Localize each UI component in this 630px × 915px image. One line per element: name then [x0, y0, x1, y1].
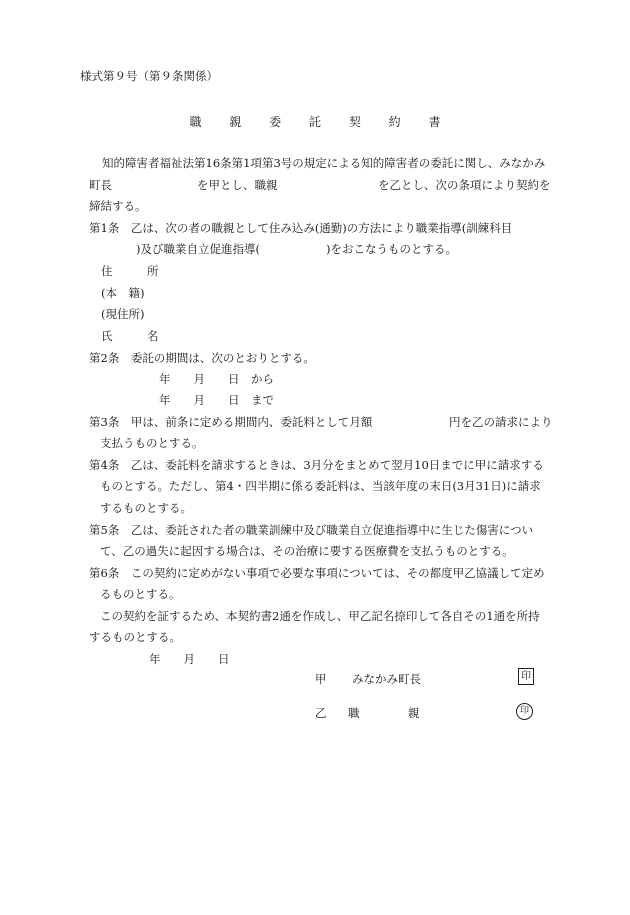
article-4-line-1: 第4条 乙は、委託料を請求するときは、3月分をまとめて翌月10日までに甲に請求する	[89, 458, 544, 472]
intro-line-3: 締結する。	[89, 199, 147, 213]
seal-icon: 印	[518, 668, 534, 685]
field-honseki: (本 籍)	[101, 286, 145, 300]
field-genjusho: (現住所)	[101, 307, 145, 321]
intro-line-2c: を乙とし、次の条項により契約を	[378, 178, 551, 192]
closing-line-2: するものとする。	[89, 630, 181, 644]
article-3-line-1b: 円を乙の請求により	[449, 415, 553, 429]
intro-line-2b: を甲とし、職親	[197, 178, 278, 192]
closing-line-1: この契約を証するため、本契約書2通を作成し、甲乙記名捺印して各自その1通を所持	[100, 609, 540, 623]
party-a-label: 甲	[315, 672, 327, 686]
period-from: 年 月 日 から	[159, 372, 274, 386]
title-char: 託	[308, 115, 321, 129]
period-to: 年 月 日 まで	[159, 393, 274, 407]
article-6-line-2: るものとする。	[100, 587, 181, 601]
article-1-line-1: 第1条 乙は、次の者の職親として住み込み(通勤)の方法により職業指導(訓練科目	[89, 221, 513, 235]
document-title	[0, 113, 630, 130]
article-1-line-2a: )及び職業自立促進指導(	[136, 242, 260, 256]
title-char: 書	[428, 115, 441, 129]
intro-line-2a: 町長	[89, 178, 112, 192]
title-char: 契	[348, 115, 361, 129]
article-5-line-2: て、乙の過失に起因する場合は、その治療に要する医療費を支払うものとする。	[100, 544, 514, 558]
party-b-name-2: 親	[408, 706, 420, 720]
article-3-line-2: 支払うものとする。	[100, 436, 204, 450]
title-char: 職	[189, 115, 202, 129]
article-4-line-2: ものとする。ただし、第4・四半期に係る委託料は、当該年度の末日(3月31日)に請求	[100, 479, 541, 493]
intro-line-1: 知的障害者福祉法第16条第1項第3号の規定による知的障害者の委託に関し、みなかみ	[102, 156, 546, 170]
title-char: 委	[269, 115, 282, 129]
article-2-line-1: 第2条 委託の期間は、次のとおりとする。	[89, 351, 315, 365]
title-char: 親	[229, 115, 242, 129]
article-3-line-1a: 第3条 甲は、前条に定める期間内、委託料として月額	[89, 415, 373, 429]
title-char: 約	[388, 115, 401, 129]
field-name: 氏 名	[101, 329, 159, 343]
article-1-line-2b: )をおこなうものとする。	[326, 242, 457, 256]
article-4-line-3: するものとする。	[100, 501, 192, 515]
article-6-line-1: 第6条 この契約に定めがない事項で必要な事項については、その都度甲乙協議して定め	[89, 566, 545, 580]
party-b-name-1: 職	[348, 706, 360, 720]
party-b-label: 乙	[315, 706, 327, 720]
contract-date: 年 月 日	[149, 652, 230, 666]
seal-icon: 印	[516, 703, 533, 720]
article-5-line-1: 第5条 乙は、委託された者の職業訓練中及び職業自立促進指導中に生じた傷害につい	[89, 523, 534, 537]
form-number: 様式第９号（第９条関係）	[80, 69, 218, 83]
field-address: 住 所	[101, 264, 159, 278]
party-a-name: みなかみ町長	[352, 672, 421, 686]
